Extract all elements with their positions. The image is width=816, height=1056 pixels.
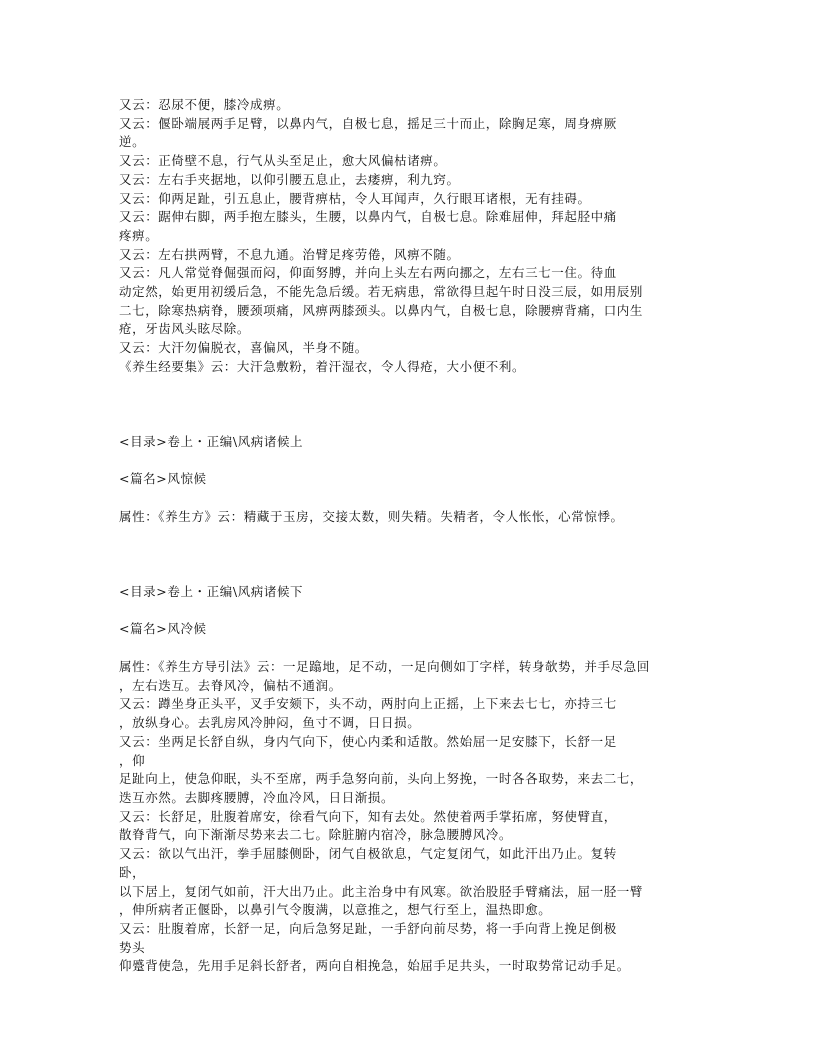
text-line: 以下居上，复闭气如前，汗大出乃止。此主治身中有风寒。欲治股胫手臂痛法，屈一胫一臂 [119,883,644,899]
text-line: 又云：左右拱两臂，不息九通。治臂足疼劳倦，风痹不随。 [119,246,460,262]
text-line: ，左右迭互。去脊风冷，偏枯不通润。 [119,677,342,693]
text-line: 迭互亦然。去脚疼腰膊，冷血冷风，日日渐损。 [119,789,395,805]
text-block-1 [119,96,699,377]
section-feng-jing [119,433,699,527]
attribute-text: 属性：《养生方》云：精藏于玉房，交接太数，则失精。失精者，令人怅怅，心常惊悸。 [119,508,624,524]
text-line: 逆。 [119,134,146,150]
text-line: ，伸所病者正偃卧，以鼻引气令腹满，以意推之，想气行至上，温热即愈。 [119,902,552,918]
text-line: 又云：仰两足趾，引五息止，腰背痹枯，令人耳闻声，久行眼耳诸根，无有挂碍。 [119,190,591,206]
text-line: 二七，除寒热病脊，腰颈项痛，风痹两膝颈头。以鼻内气，自极七息，除腰痹背痛，口内生 [119,302,644,318]
text-line: 足趾向上，使急仰眠，头不至席，两手急努向前，头向上努挽，一时各各取势，来去二七， [119,771,644,787]
text-line: 又云：踞伸右脚，两手抱左膝头，生腰，以鼻内气，自极七息。除难屈伸，拜起胫中痛 [119,209,617,225]
text-line: 又云：正倚壁不息，行气从头至足止，愈大风偏枯诸痹。 [119,153,447,169]
text-line: 又云：偃卧端展两手足臂，以鼻内气，自极七息，摇足三十而止，除胸足寒，周身痹厥 [119,115,617,131]
text-line: 又云：蹲坐身正头平，叉手安颏下，头不动，两肘向上正摇，上下来去七七，亦持三七 [119,696,617,712]
text-line: 又云：左右手夹据地，以仰引腰五息止，去痿痹，利九窍。 [119,171,460,187]
text-line: 《养生经要集》云：大汗急敷粉，着汗湿衣，令人得疮，大小便不利。 [119,358,526,374]
chapter-title: <篇名>风冷候 [119,621,207,637]
section-feng-leng [119,583,699,976]
text-line: 又云：欲以气出汗，拳手屈膝侧卧，闭气自极欲息，气定复闭气，如此汗出乃止。复转 [119,846,617,862]
document-page [119,96,699,976]
text-line: 势头 [119,939,146,955]
catalog-heading: <目录>卷上・正编\风病诸候下 [119,583,304,599]
text-line: ，仰 [119,752,146,768]
text-line: 属性：《养生方导引法》云：一足蹹地，足不动，一足向侧如丁字样，转身欹势，并手尽急回 [119,659,650,675]
text-line: 仰蹙背使急，先用手足斜长舒者，两向自相挽急，始屈手足共头，一时取势常记动手足。 [119,958,630,974]
text-line: 又云：长舒足，肚腹着席安，徐看气向下，知有去处。然使着两手掌拓席，努使臂直， [119,808,617,824]
text-line: 卧， [119,864,146,880]
text-line: 又云：坐两足长舒自纵，身内气向下，使心内柔和适散。然始屈一足安膝下，长舒一足 [119,733,617,749]
catalog-heading: <目录>卷上・正编\风病诸候上 [119,433,304,449]
text-line: 又云：大汗勿偏脱衣，喜偏风，半身不随。 [119,340,368,356]
text-line: 疮，牙齿风头眩尽除。 [119,321,251,337]
text-line: 又云：忍尿不便，膝冷成痹。 [119,97,290,112]
text-line: 疼痹。 [119,227,159,243]
text-line: 动定然，始更用初缓后急，不能先急后缓。若无病患，常欲得旦起午时日没三辰，如用辰别 [119,284,644,300]
text-line: 又云：凡人常觉脊倔强而闷，仰面努膊，并向上头左右两向挪之，左右三七一住。待血 [119,265,617,281]
text-line: 又云：肚腹着席，长舒一足，向后急努足趾，一手舒向前尽势，将一手向背上挽足倒极 [119,920,617,936]
text-line: ，放纵身心。去乳房风冷肿闷，鱼寸不调，日日损。 [119,715,421,731]
chapter-title: <篇名>风惊候 [119,471,207,487]
text-line: 散脊背气，向下渐渐尽势来去二七。除脏腑内宿冷，脉急腰膊风冷。 [119,827,513,843]
